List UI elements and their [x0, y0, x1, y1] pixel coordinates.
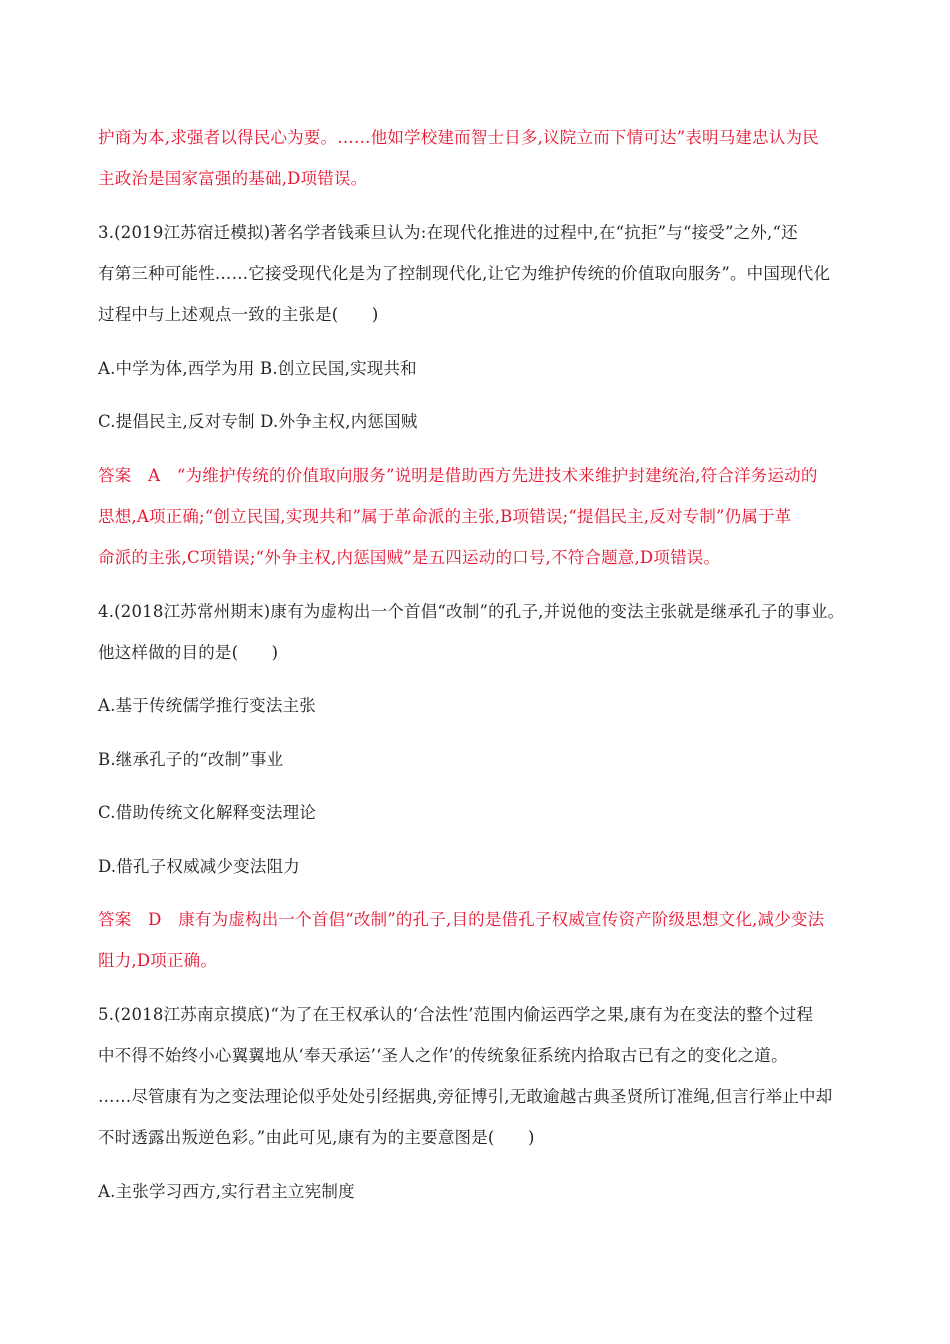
answer-2-line-1: 护商为本,求强者以得民心为要。……他如学校建而智士日多,议院立而下情可达”表明马建忠认为民 — [98, 128, 819, 147]
answer-4-line-2: 阻力,D项正确。 — [98, 951, 218, 970]
question-5-line-3: ……尽管康有为之变法理论似乎处处引经据典,旁征博引,无敢逾越古典圣贤所订准绳,但言行举止中却 — [98, 1087, 833, 1106]
question-3-line-2: 有第三种可能性……它接受现代化是为了控制现代化,让它为维护传统的价值取向服务”。中国现代化 — [98, 264, 831, 283]
question-5-line-4: 不时透露出叛逆色彩。”由此可见,康有为的主要意图是( ) — [98, 1128, 535, 1147]
question-3-option-ab: A.中学为体,西学为用 B.创立民国,实现共和 — [98, 359, 417, 378]
question-5-line-1: 5.(2018江苏南京摸底)“为了在王权承认的‘合法性’范围内偷运西学之果,康有为在变法的整个过程 — [98, 1005, 814, 1024]
answer-4-line-1: 答案 D 康有为虚构出一个首倡“改制”的孔子,目的是借孔子权威宣传资产阶级思想文化,减少变法 — [98, 910, 825, 929]
question-3-option-cd: C.提倡民主,反对专制 D.外争主权,内惩国贼 — [98, 412, 418, 431]
question-3-line-3: 过程中与上述观点一致的主张是( ) — [98, 305, 379, 324]
answer-2-line-2: 主政治是国家富强的基础,D项错误。 — [98, 169, 368, 188]
question-4-option-a: A.基于传统儒学推行变法主张 — [98, 696, 316, 715]
answer-3-line-3: 命派的主张,C项错误;“外争主权,内惩国贼”是五四运动的口号,不符合题意,D项错误。 — [98, 548, 721, 567]
answer-3-line-2: 思想,A项正确;“创立民国,实现共和”属于革命派的主张,B项错误;“提倡民主,反对专制”仍属于革 — [98, 507, 792, 526]
question-3-line-1: 3.(2019江苏宿迁模拟)著名学者钱乘旦认为:在现代化推进的过程中,在“抗拒”与“接受”之外,“还 — [98, 223, 798, 242]
question-4-option-c: C.借助传统文化解释变法理论 — [98, 803, 317, 822]
question-4-option-d: D.借孔子权威减少变法阻力 — [98, 857, 300, 876]
question-4-line-2: 他这样做的目的是( ) — [98, 643, 279, 662]
question-5-option-a: A.主张学习西方,实行君主立宪制度 — [98, 1182, 355, 1201]
question-4-option-b: B.继承孔子的“改制”事业 — [98, 750, 284, 769]
question-4-line-1: 4.(2018江苏常州期末)康有为虚构出一个首倡“改制”的孔子,并说他的变法主张就是继承孔子的事业。 — [98, 602, 845, 621]
answer-3-line-1: 答案 A “为维护传统的价值取向服务”说明是借助西方先进技术来维护封建统治,符合洋务运动的 — [98, 466, 818, 485]
question-5-line-2: 中不得不始终小心翼翼地从‘奉天承运’‘圣人之作’的传统象征系统内拾取古已有之的变化之道。 — [98, 1046, 788, 1065]
